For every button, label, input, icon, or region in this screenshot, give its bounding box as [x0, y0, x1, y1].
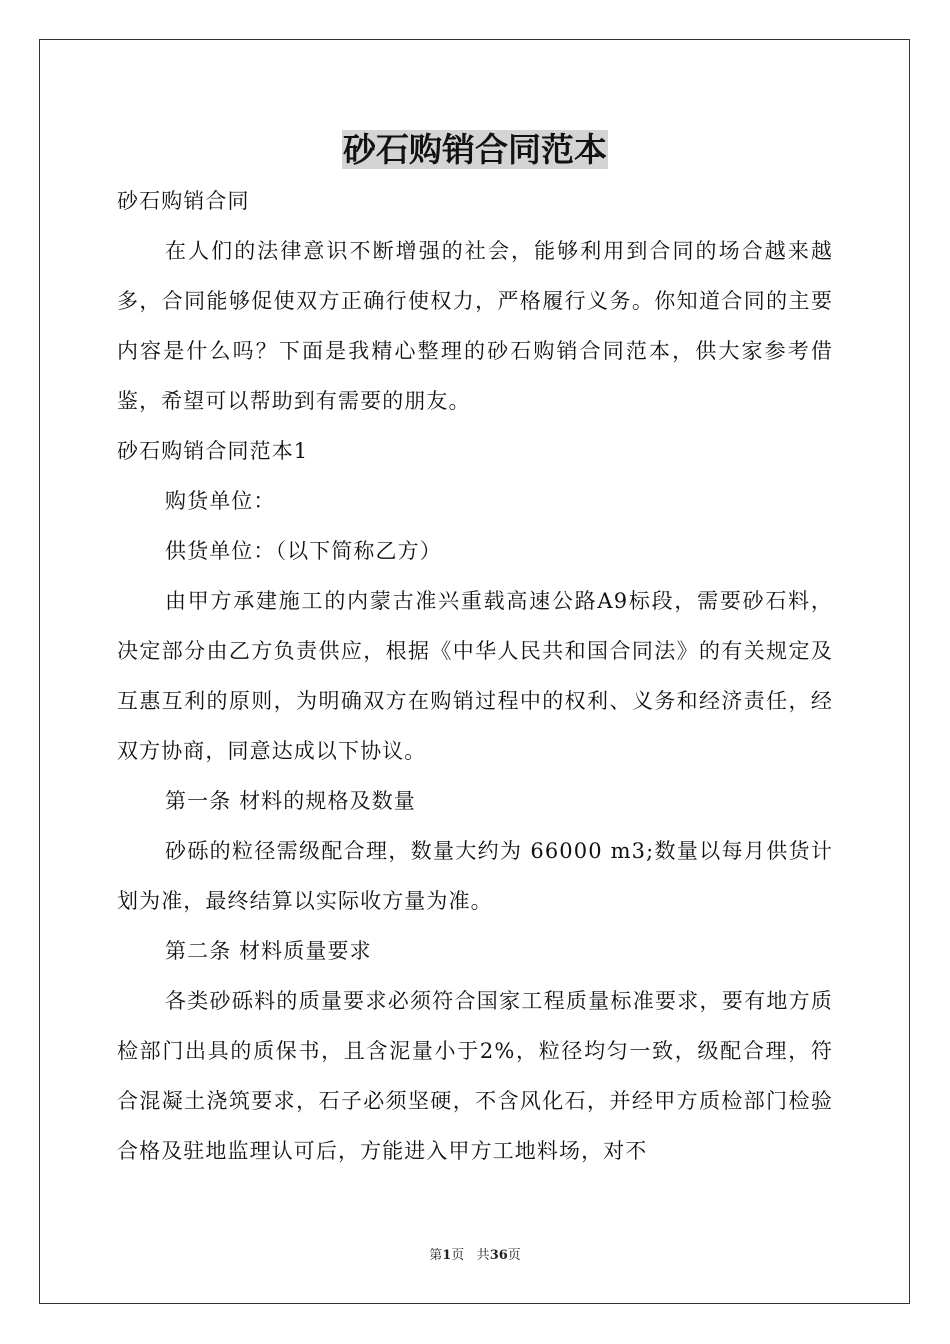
page-suffix: 页	[451, 1248, 465, 1263]
page-number: 1	[442, 1248, 452, 1263]
document-title-text: 砂石购销合同范本	[343, 130, 607, 169]
article-2-paragraph: 各类砂砾料的质量要求必须符合国家工程质量标准要求，要有地方质检部门出具的质保书，且含泥量小于2%，粒径均匀一致，级配合理，符合混凝土浇筑要求，石子必须坚硬，不含风化石，并经甲方质检部门检验合格及驻地监理认可后，方能进入甲方工地料场，对不	[117, 989, 833, 1163]
page-footer	[0, 1247, 950, 1265]
document-title	[0, 128, 950, 172]
article-1-heading: 第一条 材料的规格及数量	[165, 789, 416, 813]
total-suffix: 页	[507, 1248, 521, 1263]
buyer-line: 购货单位：	[165, 489, 276, 513]
document-body	[117, 176, 833, 1176]
article-1-paragraph: 砂砾的粒径需级配合理，数量大约为 66000 m3;数量以每月供货计划为准，最终结算以实际收方量为准。	[117, 839, 833, 913]
total-pages: 36	[489, 1248, 508, 1263]
sample-heading: 砂石购销合同范本1	[117, 439, 309, 463]
supplier-line: 供货单位：（以下简称乙方）	[165, 539, 442, 563]
article-2-heading: 第二条 材料质量要求	[165, 939, 372, 963]
total-prefix: 共	[476, 1248, 490, 1263]
page-prefix: 第	[429, 1248, 443, 1263]
intro-paragraph: 在人们的法律意识不断增强的社会，能够利用到合同的场合越来越多，合同能够促使双方正确行使权力，严格履行义务。你知道合同的主要内容是什么吗？下面是我精心整理的砂石购销合同范本，供大家参考借鉴，希望可以帮助到有需要的朋友。	[117, 239, 833, 413]
preamble-paragraph: 由甲方承建施工的内蒙古准兴重载高速公路A9标段，需要砂石料，决定部分由乙方负责供应，根据《中华人民共和国合同法》的有关规定及互惠互利的原则，为明确双方在购销过程中的权利、义务和经济责任，经双方协商，同意达成以下协议。	[117, 589, 833, 763]
contract-heading: 砂石购销合同	[117, 189, 250, 213]
